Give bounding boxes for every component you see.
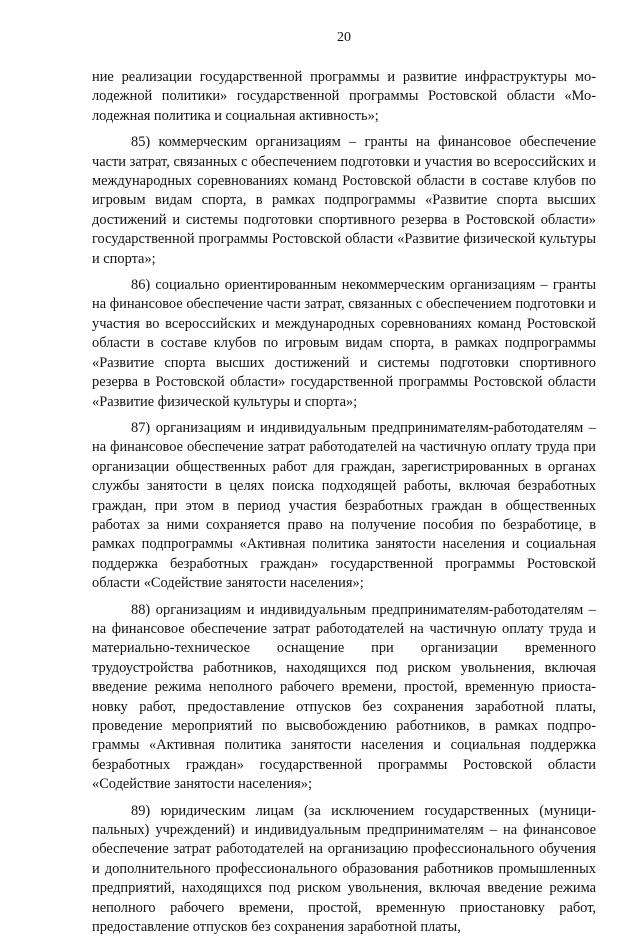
- paragraph-item-87: 87) организациям и индивидуальным предпринимателям-работодателям – на финансовое обеспечение затрат работодателей на частичную оплату труда при организации общественных работ для граждан, зарегистрированных в органах службы занятости в целях поиска подходящей работы, включая безработных граждан, при этом в период участия безработных граждан в общественных работах за ними сохраняется право на получение пособия по безработице, в рамках подпрограммы «Активная политика занятости населения и социальная поддержка безработных граждан» государственной программы Ростовской области «Содействие занятости населения»;: [92, 419, 596, 592]
- paragraph-item-89: 89) юридическим лицам (за исключением государственных (муниципальных) учреждений) и индивидуальным предпринимателям – на финансовое обеспечение затрат работодателей на организацию профессионального обучения и дополнительного профессионального образования работников промышленных предприятий, находящихся под риском увольнения, включая введение режима неполного рабочего времени, простой, временную приостановку работ, предоставление отпусков без сохранения заработной платы,: [92, 802, 596, 936]
- page-number: 20: [337, 30, 351, 45]
- paragraph-continuation: ние реализации государственной программы и развитие инфраструктуры молодежной политики» государственной программы Ростовской области «Молодежная политика и социальная активность»;: [92, 69, 596, 124]
- paragraph-item-88: 88) организациям и индивидуальным предпринимателям-работодателям – на финансовое обеспечение затрат работодателей на частичную оплату труда и материально-техническое оснащение при организации временного трудоустройства работников, находящихся под риском увольнения, включая введение режима неполного рабочего времени, простой, временную приостановку работ, предоставление отпусков без сохранения заработной платы, проведение мероприятий по высвобождению работников, в рамках подпрограммы «Активная политика занятости населения и социальная поддержка безработных граждан» государственной программы Ростовской области «Содействие занятости населения»;: [92, 601, 596, 793]
- paragraph-item-86: 86) социально ориентированным некоммерческим организациям – гранты на финансовое обеспечение части затрат, связанных с обеспечением подготовки и участия во всероссийских и международных соревнованиях команд Ростовской области в составе клубов по игровым видам спорта, в рамках подпрограммы «Развитие спорта высших достижений и системы подготовки спортивного резерва в Ростовской области» государственной программы Ростовской области «Развитие физической культуры и спорта»;: [92, 277, 596, 410]
- paragraph-item-85: 85) коммерческим организациям – гранты на финансовое обеспечение части затрат, связанных с обеспечением подготовки и участия во всероссийских и международных соревнованиях команд Ростовской области в составе клубов по игровым видам спорта, в рамках подпрограммы «Развитие спорта высших достижений и системы подготовки спортивного резерва в Ростовской области» государственной программы Ростовской области «Развитие физической культуры и спорта»;: [92, 134, 596, 267]
